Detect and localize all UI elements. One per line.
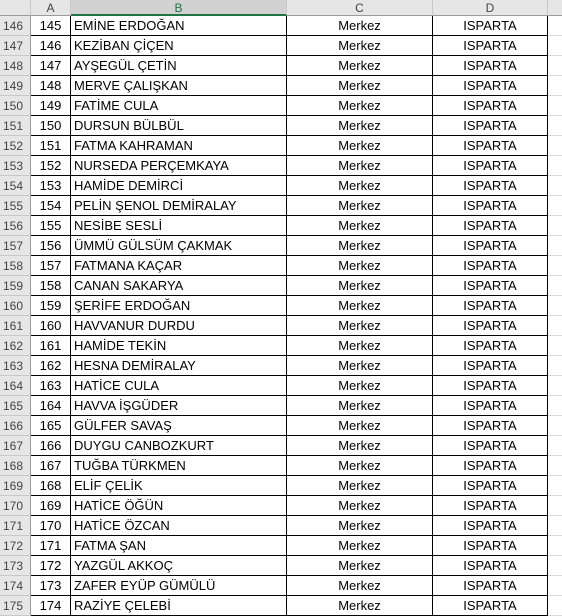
cell-a[interactable]: 160 [31, 316, 71, 336]
cell-e[interactable] [548, 96, 562, 116]
table-row [0, 476, 562, 496]
cell-a[interactable]: 161 [31, 336, 71, 356]
table-row [0, 156, 562, 176]
cell-b[interactable]: AYŞEGÜL ÇETİN [71, 56, 287, 76]
cell-e[interactable] [548, 356, 562, 376]
cell-e[interactable] [548, 116, 562, 136]
cell-a[interactable]: 169 [31, 496, 71, 516]
cell-c[interactable]: Merkez [287, 296, 433, 316]
cell-e[interactable] [548, 476, 562, 496]
cell-b[interactable]: HAVVA İŞGÜDER [71, 396, 287, 416]
cell-e[interactable] [548, 336, 562, 356]
cell-c[interactable]: Merkez [287, 136, 433, 156]
cell-a[interactable]: 168 [31, 476, 71, 496]
cell-c[interactable]: Merkez [287, 176, 433, 196]
cell-a[interactable]: 162 [31, 356, 71, 376]
row-header[interactable]: 154 [0, 176, 31, 196]
cell-b[interactable]: YAZGÜL AKKOÇ [71, 556, 287, 576]
table-row [0, 576, 562, 596]
cell-e[interactable] [548, 296, 562, 316]
cell-d[interactable]: ISPARTA [433, 536, 548, 556]
cell-e[interactable] [548, 496, 562, 516]
row-header[interactable]: 155 [0, 196, 31, 216]
table-row [0, 136, 562, 156]
cell-b[interactable]: CANAN SAKARYA [71, 276, 287, 296]
cell-e[interactable] [548, 436, 562, 456]
cell-b[interactable]: DURSUN BÜLBÜL [71, 116, 287, 136]
table-row [0, 556, 562, 576]
row-header[interactable]: 165 [0, 396, 31, 416]
table-row [0, 356, 562, 376]
table-row [0, 236, 562, 256]
row-header[interactable]: 156 [0, 216, 31, 236]
cell-e[interactable] [548, 236, 562, 256]
cell-a[interactable]: 166 [31, 436, 71, 456]
cell-c[interactable]: Merkez [287, 156, 433, 176]
cell-e[interactable] [548, 136, 562, 156]
row-header[interactable]: 167 [0, 436, 31, 456]
row-header[interactable]: 169 [0, 476, 31, 496]
cell-e[interactable] [548, 256, 562, 276]
cell-a[interactable]: 164 [31, 396, 71, 416]
cell-c[interactable]: Merkez [287, 396, 433, 416]
row-header[interactable]: 153 [0, 156, 31, 176]
row-header[interactable]: 150 [0, 96, 31, 116]
cell-c[interactable]: Merkez [287, 96, 433, 116]
cell-e[interactable] [548, 316, 562, 336]
cell-d[interactable]: ISPARTA [433, 196, 548, 216]
cell-c[interactable]: Merkez [287, 536, 433, 556]
cell-b[interactable]: GÜLFER SAVAŞ [71, 416, 287, 436]
table-row [0, 376, 562, 396]
row-header[interactable]: 157 [0, 236, 31, 256]
cell-b[interactable]: ÜMMÜ GÜLSÜM ÇAKMAK [71, 236, 287, 256]
table-row [0, 596, 562, 616]
cell-a[interactable]: 154 [31, 196, 71, 216]
row-header[interactable]: 158 [0, 256, 31, 276]
row-header[interactable]: 147 [0, 36, 31, 56]
cell-a[interactable]: 172 [31, 556, 71, 576]
table-row [0, 336, 562, 356]
row-header[interactable]: 160 [0, 296, 31, 316]
cell-d[interactable]: ISPARTA [433, 336, 548, 356]
cell-c[interactable]: Merkez [287, 356, 433, 376]
cell-c[interactable]: Merkez [287, 16, 433, 36]
cell-d[interactable]: ISPARTA [433, 596, 548, 616]
cell-a[interactable]: 147 [31, 56, 71, 76]
cell-d[interactable]: ISPARTA [433, 156, 548, 176]
select-all-corner[interactable] [0, 0, 31, 16]
cell-b[interactable]: TUĞBA TÜRKMEN [71, 456, 287, 476]
table-row [0, 16, 562, 36]
cell-d[interactable]: ISPARTA [433, 556, 548, 576]
cell-a[interactable]: 170 [31, 516, 71, 536]
cell-d[interactable]: ISPARTA [433, 256, 548, 276]
row-header[interactable]: 161 [0, 316, 31, 336]
cell-d[interactable]: ISPARTA [433, 136, 548, 156]
table-row [0, 176, 562, 196]
cell-b[interactable]: FATMA ŞAN [71, 536, 287, 556]
row-header[interactable]: 168 [0, 456, 31, 476]
cell-a[interactable]: 145 [31, 16, 71, 36]
table-row [0, 276, 562, 296]
cell-a[interactable]: 171 [31, 536, 71, 556]
table-row [0, 296, 562, 316]
cell-e[interactable] [548, 456, 562, 476]
cell-a[interactable]: 165 [31, 416, 71, 436]
table-row [0, 76, 562, 96]
cell-d[interactable]: ISPARTA [433, 296, 548, 316]
cell-a[interactable]: 149 [31, 96, 71, 116]
cell-c[interactable]: Merkez [287, 516, 433, 536]
cell-b[interactable]: DUYGU CANBOZKURT [71, 436, 287, 456]
cell-e[interactable] [548, 16, 562, 36]
cell-c[interactable]: Merkez [287, 596, 433, 616]
table-row [0, 516, 562, 536]
cell-a[interactable]: 153 [31, 176, 71, 196]
cell-d[interactable]: ISPARTA [433, 316, 548, 336]
row-header[interactable]: 152 [0, 136, 31, 156]
cell-d[interactable]: ISPARTA [433, 516, 548, 536]
cell-a[interactable]: 157 [31, 256, 71, 276]
cell-e[interactable] [548, 156, 562, 176]
cell-d[interactable]: ISPARTA [433, 116, 548, 136]
cell-d[interactable]: ISPARTA [433, 76, 548, 96]
cell-d[interactable]: ISPARTA [433, 496, 548, 516]
cell-a[interactable]: 158 [31, 276, 71, 296]
cell-d[interactable]: ISPARTA [433, 576, 548, 596]
table-row [0, 116, 562, 136]
cell-e[interactable] [548, 396, 562, 416]
cell-b[interactable]: RAZİYE ÇELEBİ [71, 596, 287, 616]
cell-b[interactable]: ZAFER EYÜP GÜMÜLÜ [71, 576, 287, 596]
cell-e[interactable] [548, 376, 562, 396]
table-row [0, 196, 562, 216]
cell-b[interactable]: PELİN ŞENOL DEMİRALAY [71, 196, 287, 216]
table-row [0, 216, 562, 236]
cell-b[interactable]: ŞERİFE ERDOĞAN [71, 296, 287, 316]
row-header[interactable]: 162 [0, 336, 31, 356]
cell-e[interactable] [548, 276, 562, 296]
cell-c[interactable]: Merkez [287, 36, 433, 56]
cell-c[interactable]: Merkez [287, 316, 433, 336]
row-header[interactable]: 164 [0, 376, 31, 396]
row-header[interactable]: 166 [0, 416, 31, 436]
row-header[interactable]: 146 [0, 16, 31, 36]
cell-b[interactable]: HESNA DEMİRALAY [71, 356, 287, 376]
cell-c[interactable]: Merkez [287, 576, 433, 596]
cell-a[interactable]: 163 [31, 376, 71, 396]
cell-b[interactable]: KEZİBAN ÇİÇEN [71, 36, 287, 56]
row-header[interactable]: 173 [0, 556, 31, 576]
cell-b[interactable]: FATMANA KAÇAR [71, 256, 287, 276]
row-header[interactable]: 174 [0, 576, 31, 596]
cell-d[interactable]: ISPARTA [433, 216, 548, 236]
cell-e[interactable] [548, 36, 562, 56]
row-header[interactable]: 163 [0, 356, 31, 376]
cell-a[interactable]: 155 [31, 216, 71, 236]
cell-e[interactable] [548, 196, 562, 216]
cell-c[interactable]: Merkez [287, 496, 433, 516]
cell-d[interactable]: ISPARTA [433, 36, 548, 56]
cell-d[interactable]: ISPARTA [433, 96, 548, 116]
table-row [0, 436, 562, 456]
cell-c[interactable]: Merkez [287, 256, 433, 276]
cell-b[interactable]: ELİF ÇELİK [71, 476, 287, 496]
cell-e[interactable] [548, 576, 562, 596]
row-header[interactable]: 149 [0, 76, 31, 96]
cell-b[interactable]: HATİCE ÖĞÜN [71, 496, 287, 516]
table-row [0, 396, 562, 416]
cell-d[interactable]: ISPARTA [433, 56, 548, 76]
table-row [0, 456, 562, 476]
cell-c[interactable]: Merkez [287, 456, 433, 476]
table-row [0, 96, 562, 116]
cell-e[interactable] [548, 56, 562, 76]
cell-d[interactable]: ISPARTA [433, 436, 548, 456]
table-row [0, 316, 562, 336]
cell-c[interactable]: Merkez [287, 436, 433, 456]
cell-d[interactable]: ISPARTA [433, 276, 548, 296]
cell-a[interactable]: 151 [31, 136, 71, 156]
cell-b[interactable]: HAMİDE TEKİN [71, 336, 287, 356]
cell-d[interactable]: ISPARTA [433, 16, 548, 36]
table-row [0, 56, 562, 76]
cell-c[interactable]: Merkez [287, 116, 433, 136]
column-header-e[interactable] [548, 0, 562, 16]
cell-b[interactable]: NURSEDA PERÇEMKAYA [71, 156, 287, 176]
row-header[interactable]: 171 [0, 516, 31, 536]
column-header-a[interactable]: A [31, 0, 71, 16]
table-row [0, 416, 562, 436]
cell-c[interactable]: Merkez [287, 556, 433, 576]
cell-c[interactable]: Merkez [287, 416, 433, 436]
table-row [0, 36, 562, 56]
cell-c[interactable]: Merkez [287, 276, 433, 296]
cell-c[interactable]: Merkez [287, 336, 433, 356]
cell-d[interactable]: ISPARTA [433, 236, 548, 256]
cell-e[interactable] [548, 596, 562, 616]
table-row [0, 496, 562, 516]
column-header-c[interactable]: C [287, 0, 433, 16]
cell-b[interactable]: HATİCE ÖZCAN [71, 516, 287, 536]
cell-a[interactable]: 152 [31, 156, 71, 176]
column-header-d[interactable]: D [433, 0, 548, 16]
cell-b[interactable]: NESİBE SESLİ [71, 216, 287, 236]
cell-b[interactable]: MERVE ÇALIŞKAN [71, 76, 287, 96]
cell-a[interactable]: 148 [31, 76, 71, 96]
cell-e[interactable] [548, 76, 562, 96]
cell-a[interactable]: 146 [31, 36, 71, 56]
cell-d[interactable]: ISPARTA [433, 476, 548, 496]
cell-d[interactable]: ISPARTA [433, 176, 548, 196]
cell-b[interactable]: FATİME CULA [71, 96, 287, 116]
cell-d[interactable]: ISPARTA [433, 396, 548, 416]
cell-e[interactable] [548, 556, 562, 576]
cell-b[interactable]: HATİCE CULA [71, 376, 287, 396]
cell-e[interactable] [548, 536, 562, 556]
cell-e[interactable] [548, 216, 562, 236]
cell-e[interactable] [548, 516, 562, 536]
row-header[interactable]: 170 [0, 496, 31, 516]
cell-d[interactable]: ISPARTA [433, 376, 548, 396]
cell-c[interactable]: Merkez [287, 76, 433, 96]
cell-e[interactable] [548, 416, 562, 436]
cell-a[interactable]: 159 [31, 296, 71, 316]
row-header[interactable]: 151 [0, 116, 31, 136]
cell-a[interactable]: 173 [31, 576, 71, 596]
table-row [0, 256, 562, 276]
cell-b[interactable]: FATMA KAHRAMAN [71, 136, 287, 156]
cell-a[interactable]: 156 [31, 236, 71, 256]
row-header[interactable]: 148 [0, 56, 31, 76]
cell-c[interactable]: Merkez [287, 196, 433, 216]
rows-container [0, 16, 562, 616]
cell-c[interactable]: Merkez [287, 376, 433, 396]
cell-b[interactable]: HAMİDE DEMİRCİ [71, 176, 287, 196]
column-header-b[interactable]: B [71, 0, 287, 16]
table-row [0, 536, 562, 556]
cell-d[interactable]: ISPARTA [433, 456, 548, 476]
row-header[interactable]: 175 [0, 596, 31, 616]
cell-e[interactable] [548, 176, 562, 196]
cell-c[interactable]: Merkez [287, 236, 433, 256]
cell-c[interactable]: Merkez [287, 476, 433, 496]
cell-b[interactable]: HAVVANUR DURDU [71, 316, 287, 336]
cell-d[interactable]: ISPARTA [433, 416, 548, 436]
row-header[interactable]: 159 [0, 276, 31, 296]
cell-c[interactable]: Merkez [287, 216, 433, 236]
cell-d[interactable]: ISPARTA [433, 356, 548, 376]
cell-a[interactable]: 167 [31, 456, 71, 476]
cell-a[interactable]: 150 [31, 116, 71, 136]
row-header[interactable]: 172 [0, 536, 31, 556]
cell-a[interactable]: 174 [31, 596, 71, 616]
cell-b[interactable]: EMİNE ERDOĞAN [71, 16, 287, 36]
cell-c[interactable]: Merkez [287, 56, 433, 76]
